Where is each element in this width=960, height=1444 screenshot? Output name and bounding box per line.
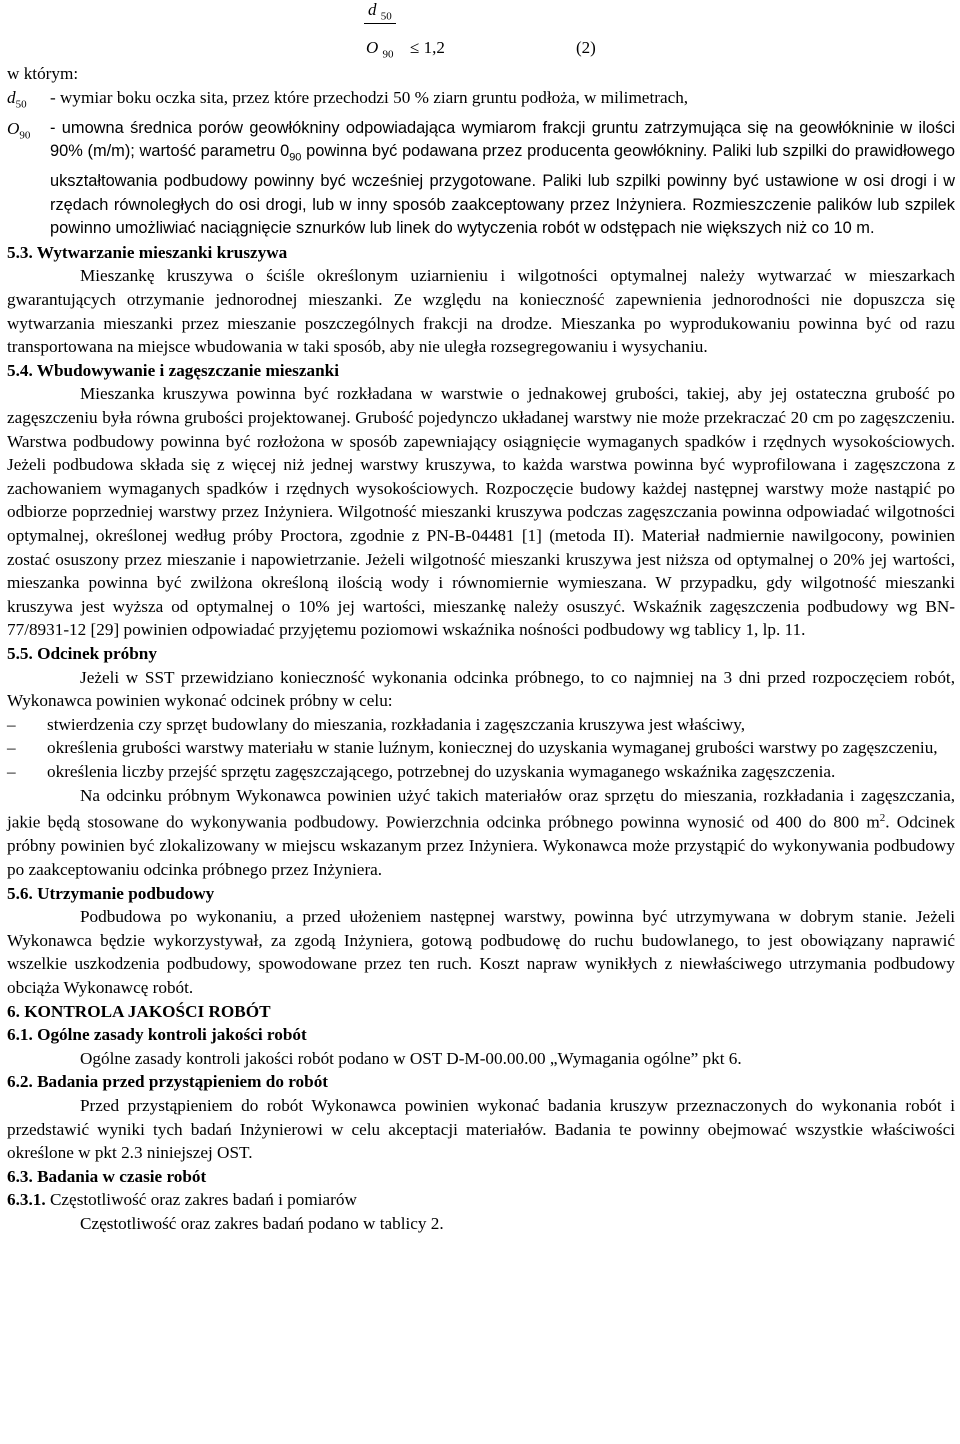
paragraph-5-3: Mieszankę kruszywa o ściśle określonym uziarnieniu i wilgotności optymalnej należy wytwarzać w mieszarkach gwarantujących otrzymanie jednorodnej mieszanki. Ze względu na konieczność zapewnienia jednorodności nie dopuszcza się wytwarzania mieszanki przez mieszanie poszczególnych frakcji na drodze. Mieszanka po wyprodukowaniu powinna być od razu transportowana na miejsce wbudowania w taki sposób, aby nie uległa rozsegregowaniu i wysychaniu. xyxy=(7,266,955,357)
paragraph-5-6: Podbudowa po wykonaniu, a przed ułożeniem następnej warstwy, powinna być utrzymywana w dobrym stanie. Jeżeli Wykonawca będzie wykorzystywał, za zgodą Inżyniera, gotową podbudowę do ruchu budowlanego, to jest obowiązany naprawić wszelkie uszkodzenia podbudowy, spowodowane przez ten ruch. Koszt napraw wynikłych z niewłaściwego utrzymania podbudowy obciąża Wykonawcę robót. xyxy=(7,907,955,998)
paragraph-5-5-intro: Jeżeli w SST przewidziano konieczność wykonania odcinka próbnego, to co najmniej na 3 dni przed rozpoczęciem robót, Wykonawca powinien wykonać odcinek próbny w celu: xyxy=(7,667,955,711)
definition-text-part: - umowna średnica porów geowłókniny odpowiadająca wymiarom frakcji gruntu zatrzymująca się na geowłókninie w ilości 90% (m/m); wartość parametru 0 xyxy=(50,118,955,161)
definition-d50 xyxy=(7,86,955,117)
denominator-variable: O xyxy=(366,38,379,57)
heading-6-3-1 xyxy=(7,1188,955,1212)
list-item-text: określenia grubości warstwy materiału w stanie luźnym, koniecznej do uzyskania wymaganej grubości warstwy po zagęszczeniu, xyxy=(47,738,938,758)
formula-numerator xyxy=(364,0,396,24)
heading-6-1: 6.1. Ogólne zasady kontroli jakości robót xyxy=(7,1025,307,1045)
paragraph-6-2: Przed przystąpieniem do robót Wykonawca powinien wykonać badania kruszyw przeznaczonych do wykonania robót i przedstawić wyniki tych badań Inżynierowi w celu akceptacji materiałów. Badania te powinny obejmować wszystkie właściwości określone w pkt 2.3 niniejszej OST. xyxy=(7,1095,955,1163)
document-body xyxy=(7,62,955,1236)
heading-5-4: 5.4. Wbudowywanie i zagęszczanie mieszanki xyxy=(7,360,339,380)
heading-5-6: 5.6. Utrzymanie podbudowy xyxy=(7,883,215,903)
numerator-variable: d xyxy=(368,0,377,19)
heading-5-3: 5.3. Wytwarzanie mieszanki kruszywa xyxy=(7,242,288,262)
paragraph-6-1: Ogólne zasady kontroli jakości robót podano w OST D-M-00.00.00 „Wymagania ogólne” pkt 6. xyxy=(80,1048,742,1068)
definition-text: - wymiar boku oczka sita, przez które przechodzi 50 % ziarn gruntu podłoża, w milimetrach, xyxy=(50,87,689,107)
term-subscript: 50 xyxy=(15,98,27,111)
paragraph-paliki: Paliki lub szpilki do prawidłowego ukształtowania podbudowy powinny być wcześniej przygotowane. Paliki lub szpilki powinny być ustawione w osi drogi i w rzędach równoległych do osi drogi, lub w inny sposób zaakceptowany przez Inżyniera. Rozmieszczenie palików lub szpilek powinno umożliwiać naciągnięcie sznurków lub linek do wytyczenia robót w odstępach nie większych niż co 10 m. xyxy=(50,142,956,238)
numerator-subscript: 50 xyxy=(380,10,392,23)
term-variable: d xyxy=(7,87,16,107)
definition-text xyxy=(50,117,955,241)
equation-number: (2) xyxy=(576,38,596,57)
dash-marker: – xyxy=(7,761,16,781)
denominator-subscript: 90 xyxy=(382,48,394,61)
dash-marker: – xyxy=(7,738,16,758)
list-item xyxy=(7,760,955,784)
heading-6-2: 6.2. Badania przed przystąpieniem do robót xyxy=(7,1072,329,1092)
subsection-number: 6.3.1. xyxy=(7,1190,46,1210)
list-item xyxy=(7,736,955,760)
area-unit-superscript: 2 xyxy=(879,812,886,825)
formula-denominator xyxy=(366,38,394,60)
definition-o90 xyxy=(7,117,955,241)
term-subscript: 90 xyxy=(19,129,31,142)
heading-5-5: 5.5. Odcinek próbny xyxy=(7,643,157,663)
list-item-text: stwierdzenia czy sprzęt budowlany do mieszania, rozkładania i zagęszczania kruszywa jest właściwy, xyxy=(47,714,746,734)
where-label: w którym: xyxy=(7,64,79,83)
definition-text-part: powinna być podawana przez producenta geowłókniny. xyxy=(301,142,708,161)
paragraph-part: Na odcinku próbnym Wykonawca powinien użyć takich materiałów oraz sprzętu do mieszania, rozkładania i zagęszczania, jakie będą stosowane do wykonywania podbudowy. Powierzchnia odcinka próbnego powinna wynosić od 400 do 800 m xyxy=(7,785,955,832)
formula-relation: ≤ 1,2 xyxy=(410,38,445,57)
definition-term xyxy=(7,86,50,117)
list-item-text: określenia liczby przejść sprzętu zagęszczającego, potrzebnej do uzyskania wymaganego wskaźnika zagęszczenia. xyxy=(47,761,836,781)
dash-marker: – xyxy=(7,714,16,734)
term-variable: O xyxy=(7,118,20,138)
paragraph-part: . Odcinek próbny powinien być zlokalizowany w miejscu wskazanym przez Inżyniera. Wykonawca może przystąpić do wykonywania podbudowy po zaakceptowaniu odcinka próbnego przez Inżyniera. xyxy=(7,812,956,880)
paragraph-5-4: Mieszanka kruszywa powinna być rozkładana w warstwie o jednakowej grubości, takiej, aby jej ostateczna grubość po zagęszczeniu była równa grubości projektowanej. Grubość pojedynczo układanej warstwy nie może przekraczać 20 cm po zagęszczeniu. Warstwa podbudowy powinna być rozłożona w sposób zapewniający osiągnięcie wymaganych spadków i rzędnych wysokościowych. Jeżeli podbudowa składa się z więcej niż jednej warstwy kruszywa, to każda warstwa powinna być wyprofilowana i zagęszczona z zachowaniem wymaganych spadków i rzędnych wysokościowych. Rozpoczęcie budowy każdej następnej warstwy może nastąpić po odbiorze poprzedniej warstwy przez Inżyniera. Wilgotność mieszanki kruszywa podczas zagęszczania powinna odpowiadać wilgotności optymalnej, określonej według próby Proctora, zgodnie z PN-B-04481 [1] (metoda II). Materiał nadmiernie nawilgocony, powinien zostać osuszony przez mieszanie i napowietrzanie. Jeżeli wilgotność mieszanki kruszywa jest niższa od optymalnej o 20% jej wartości, mieszanka powinna być zwilżona określoną ilością wody i równomiernie wymieszana. W przypadku, gdy wilgotność mieszanki kruszywa jest wyższa od optymalnej o 10% jej wartości, mieszankę należy osuszyć. Wskaźnik zagęszczenia podbudowy wg BN-77/8931-12 [29] powinien odpowiadać przyjętemu poziomowi wskaźnika nośności podbudowy wg tablicy 1, lp. 11. xyxy=(7,384,955,640)
heading-6: 6. KONTROLA JAKOŚCI ROBÓT xyxy=(7,1001,271,1021)
subsection-title: Częstotliwość oraz zakres badań i pomiarów xyxy=(45,1190,357,1210)
formula-2 xyxy=(0,0,960,62)
param-subscript: 90 xyxy=(289,151,302,164)
paragraph-6-3-1: Częstotliwość oraz zakres badań podano w tablicy 2. xyxy=(80,1213,444,1233)
paragraph-5-5-trial xyxy=(7,784,955,882)
list-item xyxy=(7,713,955,737)
heading-6-3: 6.3. Badania w czasie robót xyxy=(7,1166,207,1186)
definition-term xyxy=(7,117,50,241)
